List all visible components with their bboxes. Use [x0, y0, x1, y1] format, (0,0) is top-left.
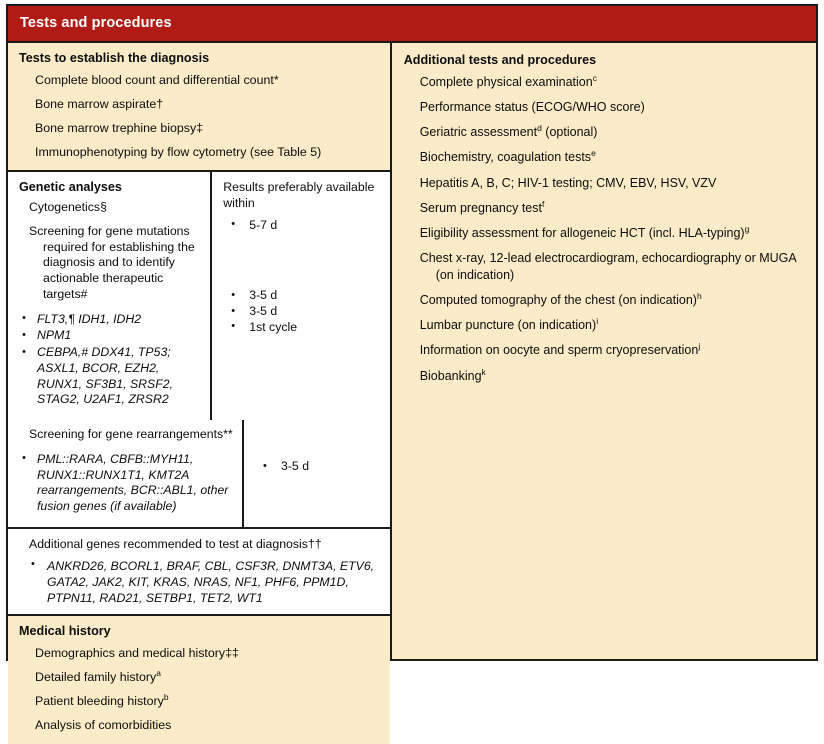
list-item: • FLT3,¶ IDH1, IDH2 — [19, 312, 202, 328]
rearrangement-gene-list — [19, 452, 234, 515]
section-title-additional-tests: Additional tests and procedures — [403, 53, 597, 67]
list-item — [35, 120, 380, 136]
rearrangements-timing — [244, 420, 390, 527]
item-text: Hepatitis A, B, C; HIV-1 testing; CMV, EBV, HSV, VZV — [419, 175, 717, 190]
list-item — [420, 317, 806, 333]
item-text: Serum pregnancy test — [419, 200, 542, 215]
item-suffix: (optional) — [541, 125, 598, 140]
item-text: Computed tomography of the chest (on indication) — [419, 292, 697, 307]
list-item: • PML::RARA, CBFB::MYH11, RUNX1::RUNX1T1, KMT2A rearrangements, BCR::ABL1, other fusion genes (if available) — [19, 452, 234, 515]
right-column — [392, 43, 816, 659]
list-item — [420, 368, 806, 384]
item-text: Complete physical examination — [419, 74, 593, 89]
timing-list-cytogenetics — [223, 218, 381, 234]
footnote-superscript: a — [156, 668, 161, 679]
table-body — [8, 43, 816, 733]
left-column — [8, 43, 392, 733]
cytogenetics-label: Cytogenetics — [29, 200, 101, 215]
list-item — [35, 717, 380, 733]
list-item — [420, 124, 806, 140]
item-text: Patient bleeding history — [35, 694, 164, 709]
item-text: Chest x-ray, 12-lead electrocardiogram, echocardiography or MUGA (on indication) — [419, 251, 797, 282]
list-item — [420, 200, 806, 216]
timing-list-rearrangements — [255, 459, 382, 475]
tests-and-procedures-table — [6, 4, 818, 733]
list-item: • CEBPA,# DDX41, TP53; ASXL1, BCOR, EZH2, RUNX1, SF3B1, SRSF2, STAG2, U2AF1, ZRSR2 — [19, 345, 202, 408]
footnote-marker: § — [100, 200, 107, 215]
genetic-analyses-timing — [212, 172, 389, 420]
list-item — [35, 96, 380, 112]
timing-column-header: Results preferably available within — [223, 180, 375, 210]
list-item — [420, 292, 806, 308]
list-item: • 3-5 d — [223, 304, 381, 320]
cytogenetics-row — [29, 200, 202, 216]
item-text: Bone marrow trephine biopsy — [35, 120, 197, 135]
rearrangement-intro: Screening for gene rearrangements** — [29, 427, 233, 442]
footnote-superscript: h — [696, 290, 702, 301]
footnote-superscript: j — [698, 341, 701, 352]
footnote-marker: * — [273, 72, 279, 87]
list-item: • ANKRD26, BCORL1, BRAF, CBL, CSF3R, DNMT3A, ETV6, GATA2, JAK2, KIT, KRAS, NRAS, NF1, PHF6, PPM1D, PTPN11, RAD21, SETBP1, TET2, WT1 — [19, 558, 380, 607]
mutation-gene-list — [19, 312, 202, 408]
footnote-superscript: g — [744, 224, 750, 235]
list-item: • 1st cycle — [223, 320, 381, 336]
list-item — [420, 342, 806, 358]
mutation-screening-intro: Screening for gene mutations required for establishing the diagnosis and to identify actionable therapeutic targets# — [29, 223, 195, 301]
footnote-superscript: e — [591, 148, 596, 159]
section-title-medical-history: Medical history — [19, 624, 111, 639]
item-text: Biobanking — [419, 368, 482, 383]
footnote-marker: † — [156, 96, 164, 111]
item-text: Analysis of comorbidities — [35, 718, 172, 733]
additional-genes-list — [19, 558, 380, 607]
item-text: Geriatric assessment — [419, 125, 538, 140]
list-item — [420, 149, 806, 165]
list-item — [420, 74, 806, 90]
item-text: Immunophenotyping by flow cytometry (see Table 5) — [35, 145, 322, 160]
section-medical-history — [8, 614, 390, 743]
section-genetic-analyses-rearrangements — [8, 420, 390, 527]
footnote-superscript: d — [537, 123, 542, 134]
item-text: Complete blood count and differential count — [35, 72, 274, 87]
item-text: Detailed family history — [35, 670, 157, 685]
section-title-diagnosis: Tests to establish the diagnosis — [19, 51, 210, 65]
footnote-superscript: i — [596, 316, 599, 327]
additional-genes-title: Additional genes recommended to test at diagnosis†† — [29, 536, 322, 551]
item-text: Information on oocyte and sperm cryopreservation — [419, 343, 699, 358]
table-title: Tests and procedures — [20, 15, 172, 31]
section-tests-to-establish-diagnosis — [8, 43, 390, 170]
list-item — [35, 144, 380, 160]
footnote-marker: ‡‡ — [225, 646, 239, 661]
table-title-bar — [8, 6, 816, 43]
list-item — [420, 175, 806, 191]
item-text: Lumbar puncture (on indication) — [419, 318, 597, 333]
list-item: • NPM1 — [19, 328, 202, 344]
layout-spacer — [223, 233, 381, 288]
rearrangements-left — [8, 420, 244, 527]
genetic-analyses-left — [8, 172, 212, 420]
footnote-superscript: f — [541, 198, 545, 209]
footnote-superscript: c — [592, 72, 597, 83]
footnote-marker: ‡ — [196, 120, 204, 135]
list-item — [420, 250, 806, 283]
item-text: Demographics and medical history — [35, 646, 226, 661]
footnote-superscript: b — [163, 692, 169, 703]
section-genetic-analyses-mutations — [8, 170, 390, 420]
list-item — [35, 645, 380, 661]
list-item: • 3-5 d — [255, 459, 382, 475]
item-text: Bone marrow aspirate — [35, 96, 157, 111]
item-text: Eligibility assessment for allogeneic HCT (incl. HLA-typing) — [419, 226, 745, 241]
list-item: • 5-7 d — [223, 218, 381, 234]
section-title-genetic-analyses: Genetic analyses — [19, 180, 122, 195]
item-text: Biochemistry, coagulation tests — [419, 150, 592, 165]
list-item — [35, 72, 380, 88]
list-item — [35, 669, 380, 685]
footnote-superscript: k — [481, 366, 486, 377]
list-item — [420, 225, 806, 241]
layout-spacer — [255, 427, 382, 459]
list-item — [420, 99, 806, 115]
item-text: Performance status (ECOG/WHO score) — [419, 99, 645, 114]
section-additional-genes — [8, 527, 390, 615]
timing-list-mutations — [223, 288, 381, 335]
list-item — [35, 693, 380, 709]
list-item: • 3-5 d — [223, 288, 381, 304]
